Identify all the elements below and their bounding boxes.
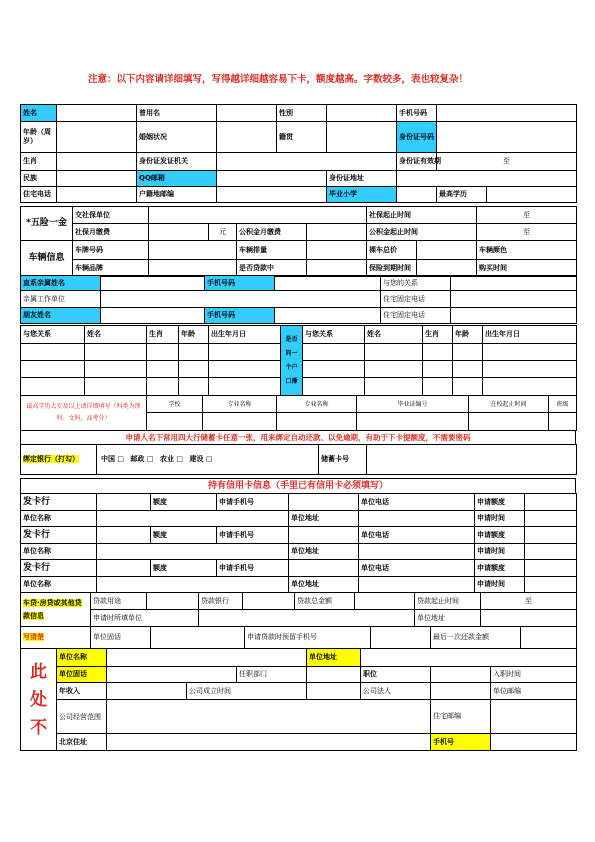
loan-period-label: 贷款起止时间 [415,593,481,610]
gender-label: 性别 [277,105,327,122]
cc-mobile-label: 申请手机号 [217,527,289,544]
same-hukou-label: 是否同一个户口簿 [281,326,303,396]
loan-amount-field[interactable] [355,593,415,610]
family-cell[interactable] [21,361,85,378]
home-phone-label: 住宅电话 [21,187,57,203]
relative-work-label: 亲属工作单位 [21,291,101,308]
family-cell[interactable] [179,378,209,396]
family-cell[interactable] [453,361,483,378]
family-cell[interactable] [483,361,577,378]
work-unit-phone-label: 单位固话 [57,667,107,683]
work-unit-phone-field[interactable] [107,667,237,683]
ins-unit-label: 交社保单位 [73,207,149,224]
displacement-field[interactable] [307,241,367,260]
ins-unit-field[interactable] [149,207,367,224]
cc-apply-date-label: 申请额度 [475,494,525,511]
work-table [20,648,577,751]
relation-field[interactable] [451,276,577,291]
ethnicity-label: 民族 [21,171,57,187]
family-h-birth-2: 出生年月日 [483,326,577,344]
cc-unit-addr-label: 单位地址 [289,577,359,593]
family-h-relation-2: 与您关系 [303,326,365,344]
family-cell[interactable] [303,378,365,396]
id-issuer-field[interactable] [217,153,397,171]
cc-unit-addr-label: 单位地址 [289,511,359,527]
company-contact-table [20,626,577,649]
age-label [21,122,57,153]
price-field[interactable] [417,241,477,260]
friend-home-phone-field[interactable] [451,308,577,324]
hukou-zip-field[interactable] [217,187,327,203]
cc-unit-phone-label: 单位电话 [359,560,475,577]
apply-mobile-label: 申请贷款时预留手机号 [245,627,371,649]
work-home-zip-label: 住宅邮编 [431,700,491,734]
brand-label: 车辆品牌 [73,260,149,277]
education-hint-field[interactable] [397,187,437,203]
family-cell[interactable] [85,361,147,378]
family-h-age-2: 年龄 [453,326,483,344]
cc-unit-name-label: 单位名称 [21,511,97,527]
cc-limit-label: 额度 [151,527,217,544]
school-col-school: 学校 [147,396,203,413]
friend-name-label: 朋友姓名 [21,308,101,324]
cc-mobile-field[interactable] [289,560,359,577]
work-unit-addr-field[interactable] [361,649,577,667]
family-h-relation-1: 与您关系 [21,326,85,344]
cc-mobile-field[interactable] [289,494,359,511]
loan-status-field[interactable] [307,260,367,277]
side-char-3: 不 [30,717,47,738]
name-field[interactable] [57,105,137,122]
loan-unit-addr-label: 单位地址 [415,610,481,627]
id-no-label: 身份证号码 [397,122,437,153]
work-unit-name-field[interactable] [107,649,307,667]
friend-home-phone-label: 住宅固定电话 [381,308,451,324]
notice-text: 注意：以下内容请详细填写，写得越详细越容易下卡，额度越高。字数较多，表也较复杂！ [88,74,469,85]
fund-start-field[interactable] [477,224,577,241]
cc-apply-date-label: 申请额度 [475,560,525,577]
cc-unit-phone-label: 单位电话 [359,494,475,511]
family-cell[interactable] [21,344,85,361]
cc-unit-addr-field[interactable] [359,511,475,527]
ins-base-field[interactable] [149,224,209,241]
family-h-name-2: 姓名 [365,326,423,344]
cc-unit-phone-label: 单位电话 [359,527,475,544]
school-cell[interactable] [147,413,203,431]
bank-option-ccb[interactable]: 建设 □ [189,455,213,463]
cc-unit-name-field[interactable] [97,577,289,593]
bank-notice: 申请人名下常用四大行储蓄卡任意一张，用来绑定自动还款、以免逾期，有助于下卡提额度，不需要密码 [21,431,576,445]
work-dept-field[interactable] [307,667,361,683]
marital-field[interactable] [217,122,277,153]
bank-option-boc[interactable]: 中国 □ [101,455,125,463]
relation-label: 与您的关系 [381,276,451,291]
loan-unit-label: 申请时所填单位 [91,610,199,627]
school-col-cert: 毕业证编号 [357,396,469,413]
loan-usage-field[interactable] [147,593,199,610]
buy-time-label: 购买时间 [477,260,577,277]
work-legal-person-field[interactable] [431,683,491,700]
insurance-table [20,206,577,277]
apply-mobile-field[interactable] [371,627,431,649]
work-bj-addr-label: 北京住址 [57,734,107,751]
ethnicity-field[interactable] [57,171,137,187]
relative-work-field[interactable] [101,291,381,308]
relative-home-phone-field[interactable] [451,291,577,308]
family-h-age-1: 年龄 [179,326,209,344]
ins-base-label: 社保月缴费 [73,224,149,241]
family-cell[interactable] [209,378,281,396]
side-char-2: 处 [30,689,47,710]
cc-apply-date-field[interactable] [525,560,577,577]
company-phone-label: 单位固话 [91,627,151,649]
work-unit-addr-label: 单位地址 [307,649,361,667]
cc-limit-label: 额度 [151,560,217,577]
family-cell[interactable] [147,361,179,378]
loan-period-field[interactable] [481,593,577,610]
highest-edu-field[interactable] [487,187,577,203]
cc-apply-time-field[interactable] [525,577,577,593]
family-cell[interactable] [483,378,577,396]
work-post-label: 职位 [361,667,431,683]
home-phone-field[interactable] [57,187,137,203]
family-cell[interactable] [365,361,423,378]
age-field[interactable] [57,122,137,153]
friend-name-field[interactable] [101,308,205,324]
cc-apply-time-label: 申请时间 [475,511,525,527]
cc-unit-addr-field[interactable] [359,577,475,593]
card-no-field[interactable] [367,445,577,475]
zodiac-label: 生肖 [21,153,57,171]
school-col-period: 在校起止时间 [469,396,549,413]
work-scope-label: 公司经营范围 [57,700,107,734]
id-valid-label: 身份证有效期 [397,153,437,171]
color-label-text: 车辆颜色 [479,245,507,254]
loan-unit-addr-field[interactable] [481,610,577,627]
loan-usage-label: 贷款用途 [91,593,147,610]
contacts-table [20,275,577,324]
id-address-label: 身份证地址 [327,171,397,187]
cc-mobile-label: 申请手机号 [217,560,289,577]
ins-expire-label: 保险到期时间 [367,260,417,277]
family-table [20,325,577,396]
loan-label-text: 车贷·房贷或其他贷款信息 [23,598,82,620]
last-repay-field[interactable] [521,627,577,649]
cc-title: 持有信用卡信息（手里已有信用卡必须填写） [21,479,576,494]
cc-apply-date-label: 申请额度 [475,527,525,544]
cc-issuer-field[interactable] [97,560,151,577]
id-valid-field[interactable] [437,153,577,171]
former-name-label: 曾用名 [137,105,217,122]
cc-mobile-field[interactable] [289,527,359,544]
plate-field[interactable] [149,241,237,260]
family-h-zodiac-1: 生肖 [147,326,179,344]
work-join-time-label: 入职时间 [493,670,522,678]
qq-field[interactable] [217,171,327,187]
cc-apply-date-field[interactable] [525,494,577,511]
fund-start-to: 至 [523,227,530,236]
school-cell[interactable] [469,413,549,431]
loan-label [21,593,91,627]
name-label: 姓名 [21,105,57,122]
work-unit-name-label: 单位名称 [57,649,107,667]
cc-unit-name-field[interactable] [97,544,289,560]
insurance-label: *五险一金 [21,207,73,241]
education-hint-label: 毕业小学 [327,187,397,203]
highest-edu-label: 最高学历 [437,187,487,203]
bank-option-postal[interactable]: 邮政 □ [130,455,154,463]
family-h-birth-1: 出生年月日 [209,326,281,344]
bind-bank-label [21,445,97,475]
fund-label: 公积金月缴费 [237,224,307,241]
company-label-text: 写清楚 [23,633,44,641]
work-bj-addr-field[interactable] [107,734,431,751]
cc-issuer-field[interactable] [97,527,151,544]
work-legal-person-label: 公司法人 [361,683,431,700]
gender-field[interactable] [327,105,397,122]
cc-unit-name-field[interactable] [97,511,289,527]
cc-apply-time-label: 申请时间 [475,577,525,593]
last-repay-label: 最后一次还款金额 [431,627,521,649]
family-cell[interactable] [179,344,209,361]
family-cell[interactable] [147,344,179,361]
loan-period-to: 至 [525,596,532,605]
fund-start-label: 公积金起止时间 [367,224,477,241]
ins-start-label: 社保起止时间 [367,207,477,224]
credit-card-table [20,493,577,593]
work-founded-field[interactable] [307,683,361,700]
family-cell[interactable] [423,344,453,361]
cc-issuer-label: 发卡行 [21,560,97,577]
bank-notice-table [20,430,576,445]
mobile-label: 手机号码 [397,105,437,122]
side-note [21,649,57,751]
company-label [21,627,91,649]
work-join-time [491,667,577,683]
plate-label: 车牌号码 [73,241,149,260]
relative-mobile-label: 手机号码 [205,276,275,291]
work-scope-field[interactable] [107,700,431,734]
marital-label: 婚姻状况 [137,122,217,153]
cc-unit-addr-label: 单位地址 [289,544,359,560]
family-cell[interactable] [423,361,453,378]
fund-field[interactable] [307,224,367,241]
work-income-label: 年收入 [57,683,107,700]
work-income-field[interactable] [107,683,187,700]
zodiac-field[interactable] [57,153,137,171]
family-cell[interactable] [179,361,209,378]
relative-mobile-field[interactable] [275,276,381,291]
hukou-label: 籍贯 [277,122,327,153]
loan-bank-label: 贷款银行 [199,593,243,610]
relative-name-field[interactable] [101,276,205,291]
ins-start-field[interactable] [477,207,577,224]
ins-expire-field[interactable] [417,260,477,277]
school-note: 最高学历大专及以上请详细填写（科类为理科、文科、高考分） [21,396,147,431]
family-cell[interactable] [147,378,179,396]
ins-start-to: 至 [523,210,530,219]
bind-bank-label-text: 绑定银行（打勾） [23,455,79,463]
work-zip [491,683,577,700]
loan-amount-label: 贷款总金额 [295,593,355,610]
cc-issuer-label: 发卡行 [21,527,97,544]
family-cell[interactable] [209,344,281,361]
displacement-label: 车辆排量 [237,241,307,260]
hukou-zip-label: 户籍地邮编 [137,187,217,203]
family-cell[interactable] [453,378,483,396]
school-table [20,395,577,431]
school-cell[interactable] [357,413,469,431]
family-cell[interactable] [303,344,365,361]
family-cell[interactable] [365,344,423,361]
family-cell[interactable] [209,361,281,378]
basic-info-table [20,104,577,203]
vehicle-label: 车辆信息 [21,241,73,277]
school-cell[interactable] [203,413,277,431]
cc-apply-time-label: 申请时间 [475,544,525,560]
family-cell[interactable] [21,378,85,396]
former-name-field[interactable] [217,105,277,122]
bank-option-abc[interactable]: 农业 □ [160,455,184,463]
work-post-field[interactable] [431,667,491,683]
family-cell[interactable] [453,344,483,361]
cc-apply-time-field[interactable] [525,544,577,560]
id-issuer-label: 身份证发证机关 [137,153,217,171]
family-h-name-1: 姓名 [85,326,147,344]
family-cell[interactable] [423,378,453,396]
cc-issuer-label: 发卡行 [21,494,97,511]
work-zip-label: 单位邮编 [493,686,522,695]
school-cell[interactable] [549,413,577,431]
cc-mobile-label: 申请手机号 [217,494,289,511]
work-founded-label: 公司成立时间 [187,683,307,700]
school-col-major-2: 专业名称 [277,396,357,413]
cc-title-table [20,478,576,494]
work-mobile-label: 手机号 [431,734,491,751]
friend-mobile-field[interactable] [275,308,381,324]
loan-bank-field[interactable] [243,593,295,610]
family-cell[interactable] [85,378,147,396]
loan-unit-field[interactable] [199,610,415,627]
bind-bank-table [20,444,577,475]
friend-mobile-label: 手机号码 [205,308,275,324]
bank-options [97,445,319,475]
side-char-1: 此 [30,661,47,682]
mobile-field[interactable] [437,105,577,122]
color-label [477,241,577,260]
work-dept-label: 任职部门 [237,667,307,683]
company-phone-field[interactable] [151,627,245,649]
cc-unit-name-label: 单位名称 [21,544,97,560]
family-cell[interactable] [85,344,147,361]
price-label: 裸车总价 [367,241,417,260]
cc-apply-time-field[interactable] [525,511,577,527]
cc-unit-name-label: 单位名称 [21,577,97,593]
loan-table [20,592,577,627]
cc-apply-date-field[interactable] [525,527,577,544]
school-col-class: 班级 [549,396,577,413]
family-h-zodiac-2: 生肖 [423,326,453,344]
cc-limit-label: 额度 [151,494,217,511]
card-no-label: 储蓄卡号 [319,445,367,475]
relative-name-label: 直系亲属姓名 [21,276,101,291]
hukou-field[interactable] [327,122,397,153]
qq-label: QQ邮箱 [137,171,217,187]
cc-issuer-field[interactable] [97,494,151,511]
id-address-field[interactable] [397,171,577,187]
cc-unit-addr-field[interactable] [359,544,475,560]
school-col-major-1: 专业名称 [203,396,277,413]
family-cell[interactable] [303,361,365,378]
work-mobile-field[interactable] [491,734,577,751]
id-no-field[interactable] [437,122,577,153]
work-home-zip-field[interactable] [491,700,577,734]
age-label-text: 年龄（周岁） [23,128,51,145]
family-cell[interactable] [365,378,423,396]
school-cell[interactable] [277,413,357,431]
loan-status-label: 是否贷款中 [237,260,307,277]
brand-field[interactable] [149,260,237,277]
family-cell[interactable] [483,344,577,361]
id-valid-to: 至 [503,157,510,165]
ins-yuan: 元 [209,224,237,241]
relative-home-phone-label: 住宅固定电话 [381,291,451,308]
